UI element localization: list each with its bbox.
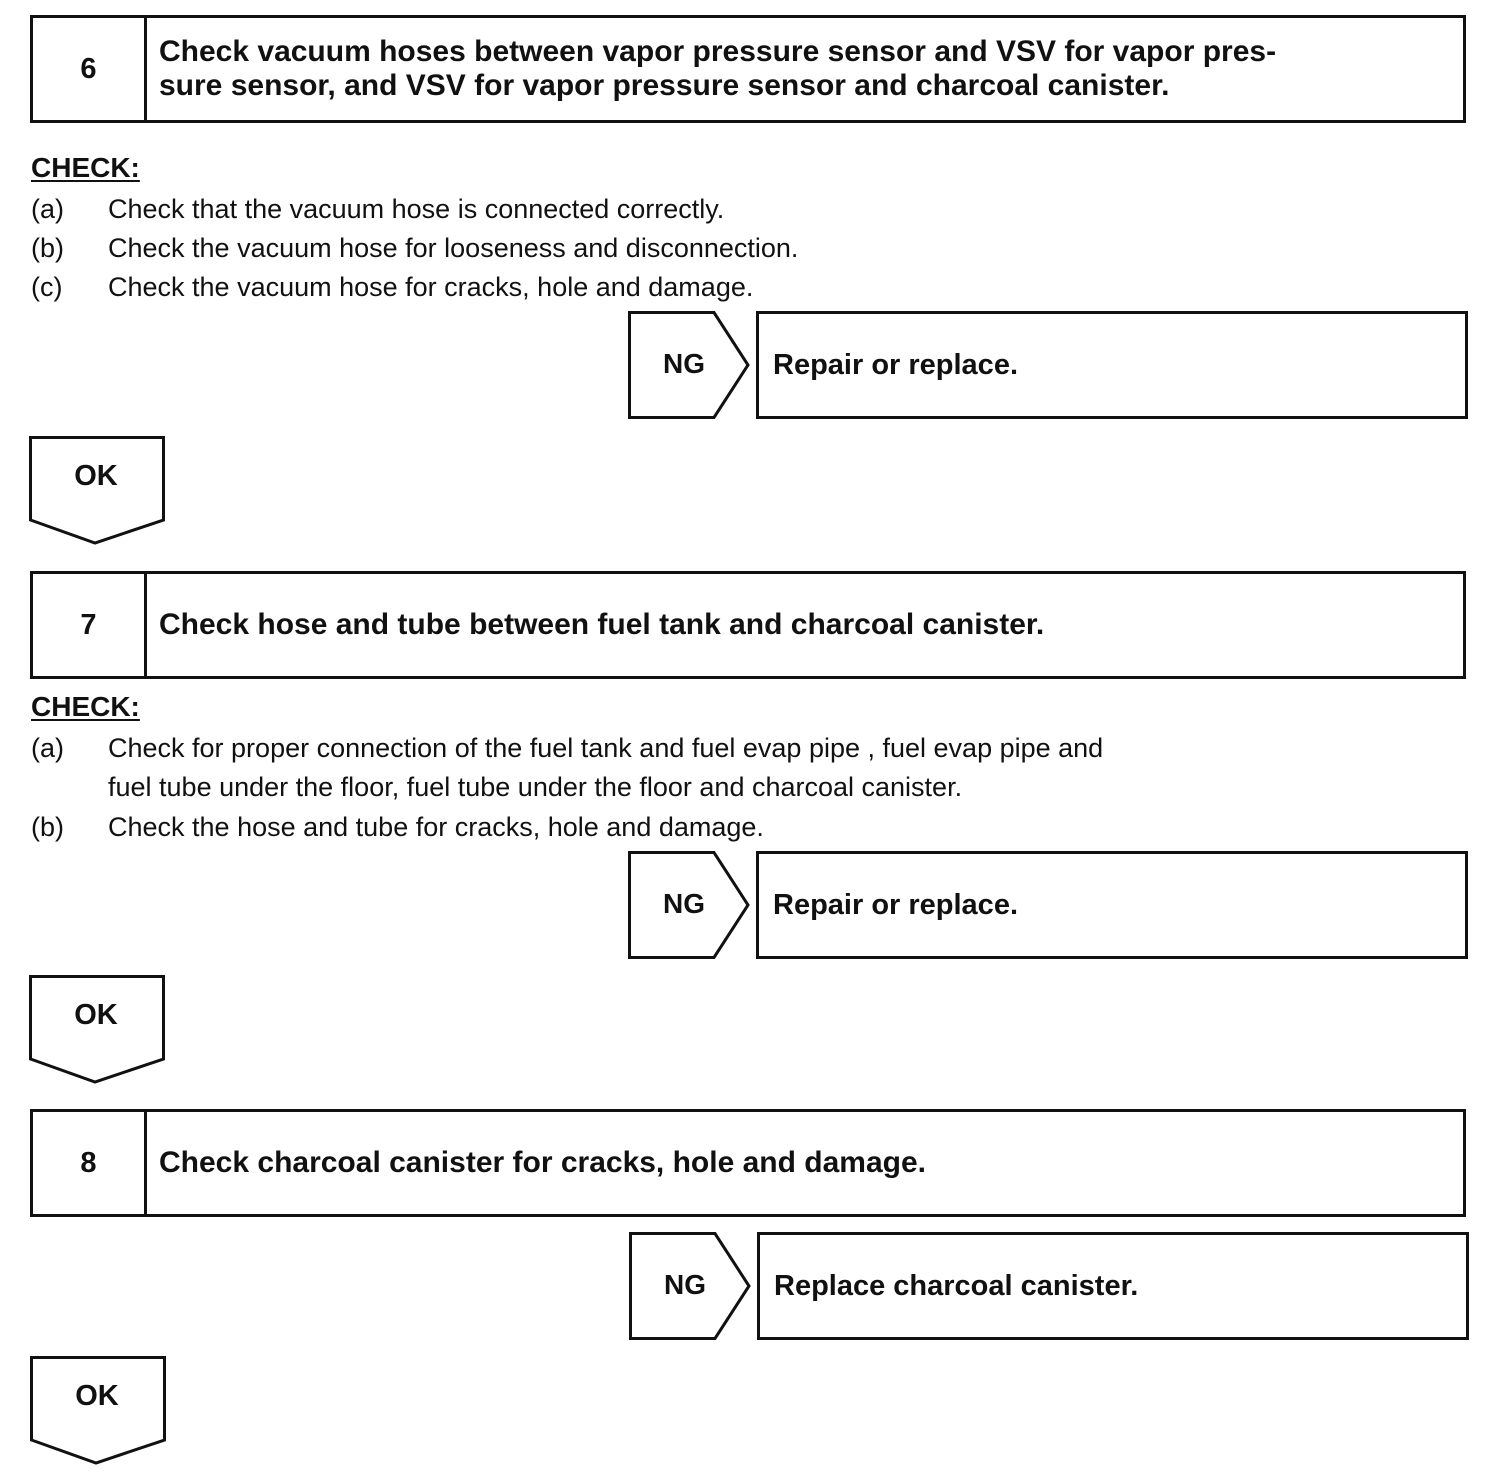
- step-8-header: [30, 1109, 1466, 1217]
- item-text: Check the hose and tube for cracks, hole and damage.: [108, 812, 764, 842]
- item-letter: (a): [31, 194, 64, 224]
- ng-branch: [628, 311, 1468, 419]
- check-heading: CHECK:: [31, 152, 140, 183]
- item-text: Check the vacuum hose for cracks, hole and damage.: [108, 272, 754, 302]
- step-number: 6: [33, 18, 147, 120]
- step-number: 8: [33, 1112, 147, 1214]
- ok-branch: [29, 975, 166, 1085]
- step-title: Check charcoal canister for cracks, hole and damage.: [159, 1146, 926, 1179]
- check-item: [31, 808, 764, 847]
- ok-label: OK: [74, 999, 118, 1031]
- ng-action-box: Repair or replace.: [756, 851, 1468, 959]
- item-letter: (c): [31, 272, 63, 302]
- check-item: [31, 268, 753, 307]
- ng-label: NG: [663, 348, 705, 379]
- item-letter: (b): [31, 812, 64, 842]
- item-text: Check for proper connection of the fuel tank and fuel evap pipe , fuel evap pipe and fuel tube under the floor, fuel tube under the floor and charcoal canister.: [108, 733, 1104, 802]
- step-7-header: [30, 571, 1466, 679]
- item-text: Check that the vacuum hose is connected correctly.: [108, 194, 725, 224]
- item-text: Check the vacuum hose for looseness and disconnection.: [108, 233, 799, 263]
- check-item: [31, 190, 724, 229]
- step-title: Check hose and tube between fuel tank and charcoal canister.: [159, 608, 1045, 641]
- check-item: [31, 229, 798, 268]
- ok-label: OK: [75, 1380, 119, 1412]
- ok-branch: [29, 436, 166, 546]
- check-heading: CHECK:: [31, 691, 140, 722]
- step-6-header: [30, 15, 1466, 123]
- ng-action-box: Repair or replace.: [756, 311, 1468, 419]
- ng-action-box: Replace charcoal canister.: [757, 1232, 1469, 1340]
- check-item: [31, 729, 1103, 807]
- ng-label: NG: [664, 1269, 706, 1300]
- ng-branch: [628, 851, 1468, 959]
- ng-label: NG: [663, 888, 705, 919]
- item-letter: (a): [31, 733, 64, 763]
- step-title: Check vacuum hoses between vapor pressure sensor and VSV for vapor pres- sure sensor, and VSV for vapor pressure sensor and charcoal canister.: [159, 35, 1277, 102]
- ok-label: OK: [74, 460, 118, 492]
- step-number: 7: [33, 574, 147, 676]
- item-letter: (b): [31, 233, 64, 263]
- ok-branch: [30, 1356, 167, 1466]
- ng-branch: [629, 1232, 1469, 1340]
